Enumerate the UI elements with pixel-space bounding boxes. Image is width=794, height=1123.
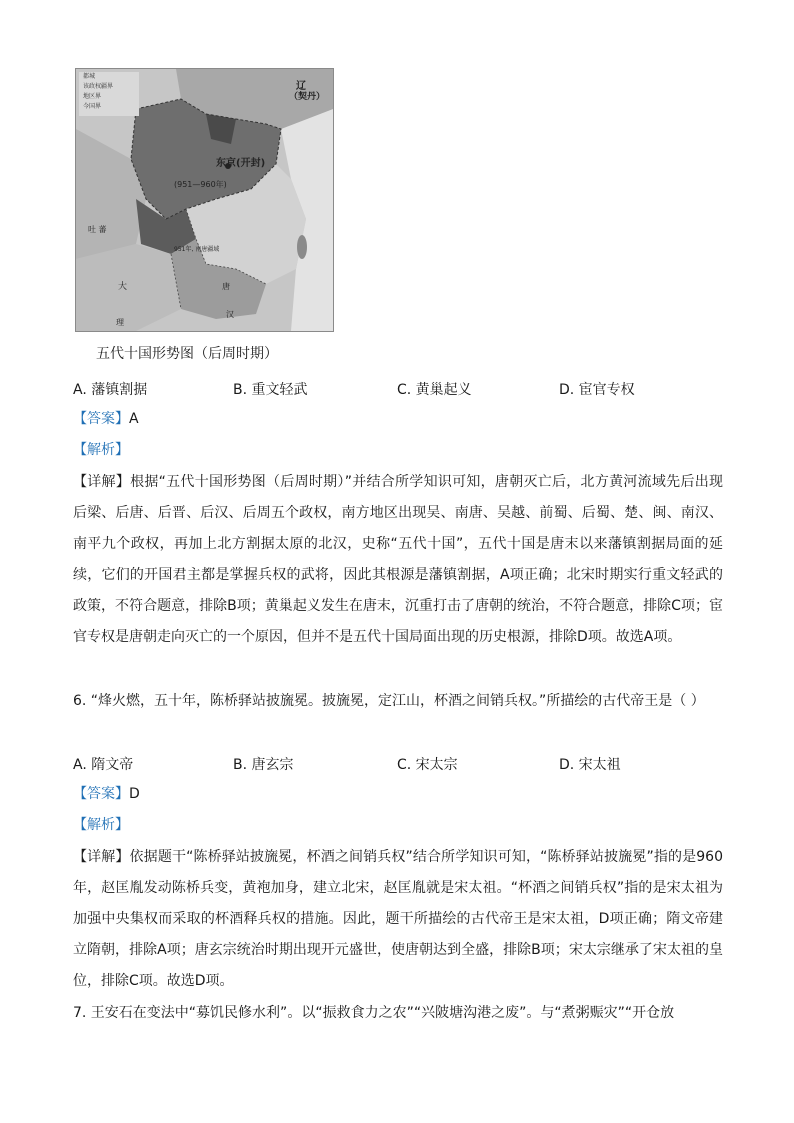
answer-tag: 【答案】: [73, 786, 129, 802]
q6-options: [73, 754, 723, 776]
map-caption: 五代十国形势图（后周时期）: [96, 346, 278, 362]
map-label-li: 理: [116, 318, 124, 327]
detail-text: 根据“五代十国形势图（后周时期）”并结合所学知识可知，唐朝灭亡后，北方黄河流域先后出现后梁、后唐、后晋、后汉、后周五个政权，南方地区出现吴、南唐、吴越、前蜀、后蜀、楚、闽、南汉、南平九个政权，再加上北方割据太原的北汉，史称“五代十国”，五代十国是唐末以来藩镇割据局面的延续，它们的开国君主都是掌握兵权的武将，因此其根源是藩镇割据，A项正确；北宋时期实行重文轻武的政策，不符合题意，排除B项；黄巢起义发生在唐末，沉重打击了唐朝的统治，不符合题意，排除C项；宦官专权是唐朝走向灭亡的一个原因，但并不是五代十国局面出现的历史根源，排除D项。故选A项。: [73, 474, 723, 645]
map-label-han: 汉: [226, 310, 234, 319]
q5-analysis-tag: [73, 435, 721, 466]
analysis-tag: 【解析】: [73, 442, 129, 458]
detail-tag: 【详解】: [73, 474, 131, 490]
q5-option-d: D. 宦官专权: [559, 382, 635, 398]
map-label-shu: 951年, 南唐疆域: [174, 246, 220, 253]
q5-options: [73, 379, 723, 401]
legend-item: 地区界: [83, 93, 102, 100]
q5-detail: [73, 467, 723, 653]
map-label-dongjing: 东京(开封): [216, 158, 266, 169]
q6-option-d: D. 宋太祖: [559, 757, 621, 773]
answer-tag: 【答案】: [73, 411, 129, 427]
map-label-da: 大: [118, 282, 128, 292]
q5-option-b: B. 重文轻武: [233, 382, 308, 398]
q6-analysis-tag: [73, 810, 721, 841]
detail-tag: 【详解】: [73, 849, 130, 865]
q6-option-c: C. 宋太宗: [397, 757, 458, 773]
q7-stem: 7. 王安石在变法中“募饥民修水利”。以“振救食力之农”“兴陂塘沟港之废”。与“煮粥赈灾”“开仓放: [73, 1005, 675, 1021]
q5-option-a: A. 藩镇割据: [73, 382, 148, 398]
map-label-tubo: 吐 蕃: [88, 225, 107, 234]
map-legend: [79, 72, 139, 116]
map-label-tang: 唐: [222, 282, 230, 291]
detail-text: 依据题干“陈桥驿站披旒冕，杯酒之间销兵权”结合所学知识可知，“陈桥驿站披旒冕”指的是960年，赵匡胤发动陈桥兵变，黄袍加身，建立北宋，赵匡胤就是宋太祖。“杯酒之间销兵权”指的是宋太祖为加强中央集权而采取的杯酒释兵权的措施。因此，题干所描绘的古代帝王是宋太祖，D项正确；隋文帝建立隋朝，排除A项；唐玄宗统治时期出现开元盛世，使唐朝达到全盛，排除B项；宋太宗继承了宋太祖的皇位，排除C项。故选D项。: [73, 849, 723, 989]
q6-stem: 6. “烽火燃，五十年，陈桥驿站披旒冕。披旒冕，定江山，杯酒之间销兵权。”所描绘的古代帝王是（ ）: [73, 693, 705, 709]
q6-answer: [73, 779, 721, 810]
q6-detail: [73, 842, 723, 997]
legend-item: 今国界: [83, 103, 102, 110]
legend-item: 该政权疆界: [83, 83, 114, 90]
q5-option-c: C. 黄巢起义: [397, 382, 472, 398]
q5-answer: [73, 404, 721, 435]
answer-value: D: [129, 786, 140, 802]
legend-item: 都城: [83, 73, 96, 80]
analysis-tag: 【解析】: [73, 817, 129, 833]
map-label-liao: 辽: [296, 81, 306, 92]
map-label-qidan: （契丹）: [289, 92, 326, 102]
map-label-years: (951—960年): [174, 180, 227, 189]
q6-option-a: A. 隋文帝: [73, 757, 134, 773]
five-dynasties-map: [75, 68, 334, 332]
answer-value: A: [129, 411, 139, 427]
q6-option-b: B. 唐玄宗: [233, 757, 294, 773]
